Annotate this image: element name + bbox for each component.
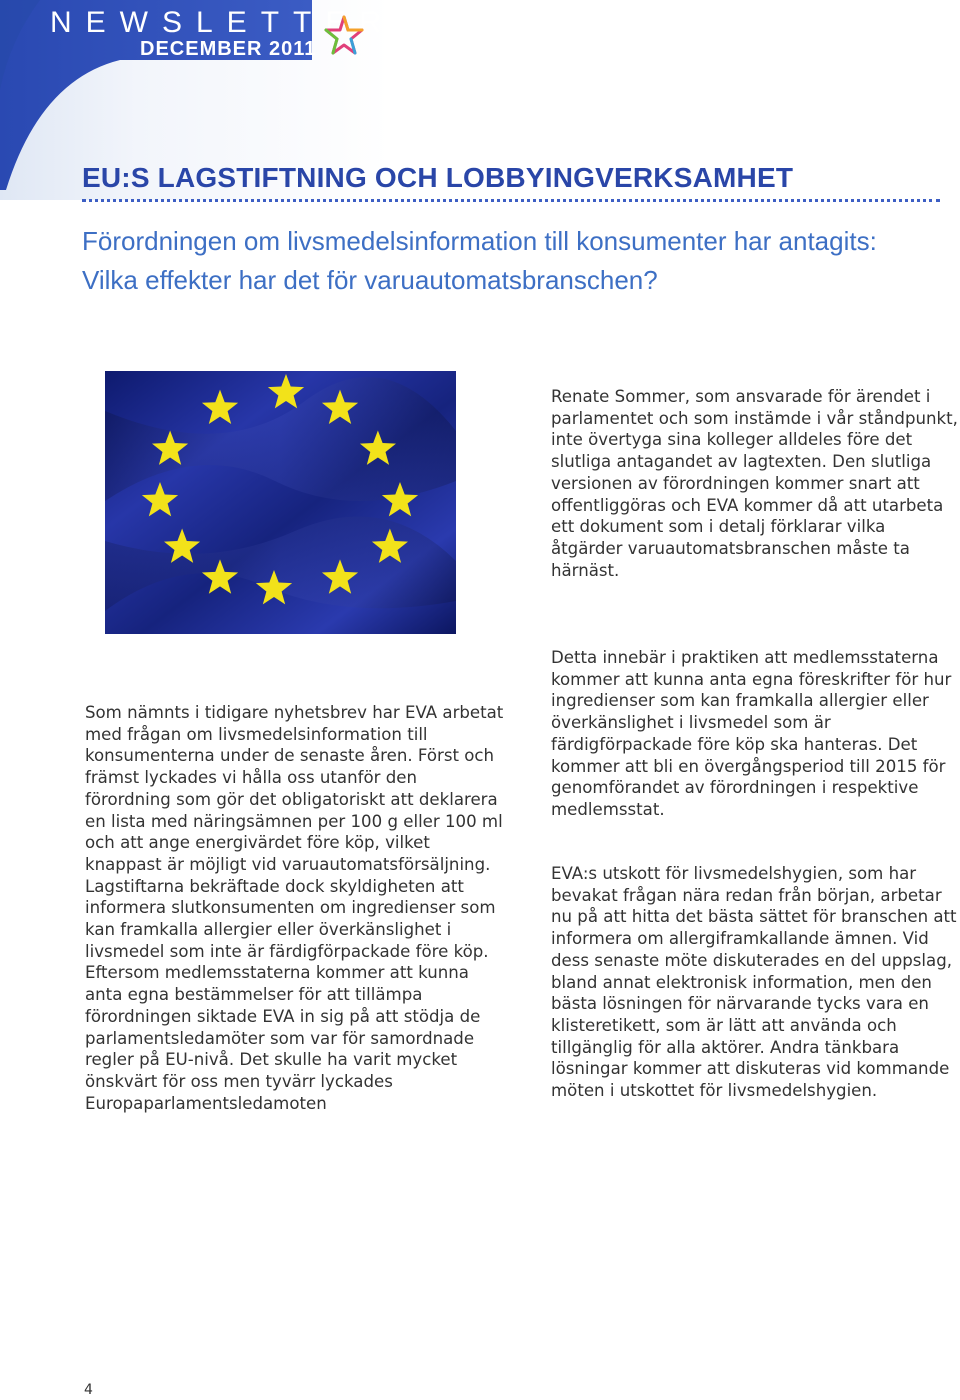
article-subtitle: Förordningen om livsmedelsinformation till konsumenter har antagits: Vilka effekter har det för varuautomatsbranschen? xyxy=(82,226,877,295)
eu-flag-icon xyxy=(105,371,456,634)
issue-date: DECEMBER 2011 xyxy=(140,38,317,60)
paragraph-right-middle: Detta innebär i praktiken att medlemsstaterna kommer att kunna anta egna föreskrifter för hur ingredienser som kan framkalla allergier eller överkänslighet i livsmedel som är färdigförpackade före köp ska hanteras. Det kommer att bli en övergångsperiod till 2015 för genomförandet av förordningen i respektive medlemsstat. xyxy=(551,648,952,819)
multicolor-star-icon xyxy=(322,14,366,58)
newsletter-label: NEWSLETTER xyxy=(50,6,396,39)
article-title: EU:S LAGSTIFTNING OCH LOBBYINGVERKSAMHET xyxy=(82,162,794,193)
paragraph-right-top: Renate Sommer, som ansvarade för ärendet i parlamentet och som instämde i vår ståndpunkt, inte övertyga sina kolleger alldeles före det slutliga antagandet av lagtexten. Den slutliga versionen av förordningen kommer snart att offentliggöras och EVA kommer då att utarbeta ett dokument som i detalj förklarar vilka åtgärder varuautomatsbranschen måste ta härnäst. xyxy=(551,387,958,580)
title-divider xyxy=(82,199,940,202)
paragraph-left: Som nämnts i tidigare nyhetsbrev har EVA arbetat med frågan om livsmedelsinformation till konsumenterna under de senaste åren. Först och främst lyckades vi hålla oss utanför den förordning som gör det obligatoriskt att deklarera en lista med näringsämnen per 100 g eller 100 ml och att ange energivärdet före köp, vilket knappast är möjligt vid varuautomatsförsäljning. Lagstiftarna bekräftade dock skyldigheten att informera slutkonsumenten om ingredienser som kan framkalla allergier eller överkänslighet i livsmedel som inte är färdigförpackade före köp. Eftersom medlemsstaterna kommer att kunna anta egna bestämmelser för att tillämpa förordningen siktade EVA in sig på att stödja de parlamentsledamöter som var för samordnade regler på EU-nivå. Det skulle ha varit mycket önskvärt för oss men tyvärr lyckades Europaparlamentsledamoten xyxy=(85,703,504,1113)
paragraph-right-bottom: EVA:s utskott för livsmedelshygien, som har bevakat frågan nära redan från början, arbetar nu på att hitta det bästa sättet för branschen att informera om allergiframkallande ämnen. Vid dess senaste möte diskuterades en del uppslag, bland annat elektronisk information, men den bästa lösningen för närvarande tycks vara en klisteretikett, som är lätt att använda och tillgänglig för alla aktörer. Andra tänkbara lösningar kommer att diskuteras vid kommande möten i utskottet för livsmedelshygien. xyxy=(551,864,957,1101)
page-number: 4 xyxy=(84,1382,93,1398)
